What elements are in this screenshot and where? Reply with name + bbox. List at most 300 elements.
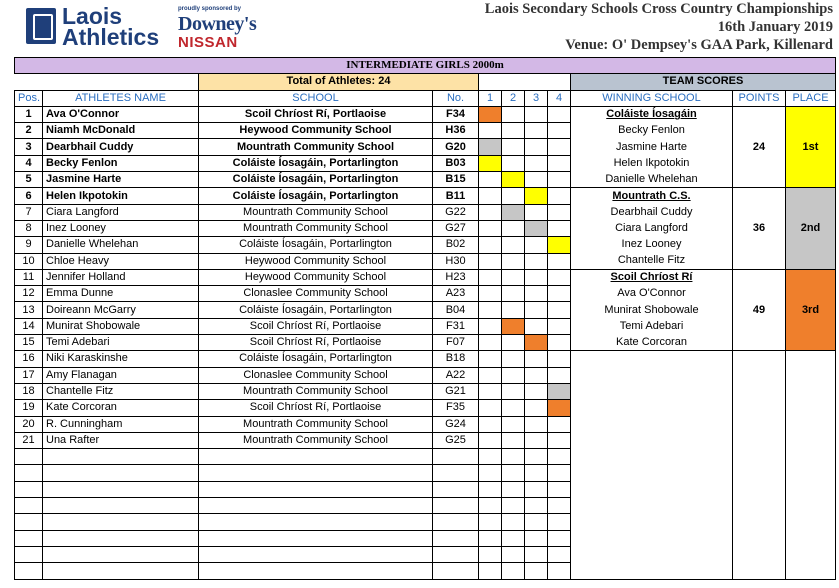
laois-crest-icon: [26, 8, 56, 44]
row-athlete: Jennifer Holland: [43, 269, 199, 285]
scorer-cell-4: [548, 155, 571, 171]
scorer-cell-3: [525, 546, 548, 562]
team-member: Temi Adebari: [571, 318, 733, 334]
scorer-cell-2: [502, 286, 525, 302]
scorer-cell-1: [479, 400, 502, 416]
scorer-cell-1: [479, 449, 502, 465]
row-pos: [15, 563, 43, 579]
row-athlete: [43, 530, 199, 546]
row-athlete: [43, 546, 199, 562]
scorer-cell-3: [525, 302, 548, 318]
row-athlete: Chloe Heavy: [43, 253, 199, 269]
row-pos: [15, 514, 43, 530]
team-empty: [571, 481, 733, 497]
row-athlete: Dearbhail Cuddy: [43, 139, 199, 155]
scorer-cell-4: [548, 383, 571, 399]
scorer-cell-4: [548, 367, 571, 383]
col-no: No.: [433, 90, 479, 106]
scorer-cell-2: [502, 383, 525, 399]
team-empty: [571, 432, 733, 448]
row-number: G27: [433, 220, 479, 236]
scorer-cell-3: [525, 335, 548, 351]
table-row: [15, 106, 836, 122]
scorer-cell-1: [479, 498, 502, 514]
team-points: 49: [733, 269, 786, 350]
scorer-cell-2: [502, 237, 525, 253]
row-school: Clonaslee Community School: [199, 286, 433, 302]
team-member: Ciara Langford: [571, 220, 733, 236]
row-number: H36: [433, 123, 479, 139]
team-member: Danielle Whelehan: [571, 172, 733, 188]
row-athlete: Danielle Whelehan: [43, 237, 199, 253]
scorer-cell-3: [525, 155, 548, 171]
points-empty: [733, 383, 786, 399]
scorer-cell-1: [479, 432, 502, 448]
row-athlete: Niki Karaskinshe: [43, 351, 199, 367]
scorer-cell-4: [548, 335, 571, 351]
sponsor-name: Downey's: [178, 13, 257, 35]
event-title: Laois Secondary Schools Cross Country Championships: [484, 1, 833, 17]
empty-row: [15, 481, 836, 497]
scorer-cell-1: [479, 220, 502, 236]
sponsor-tagline: proudly sponsored by: [178, 6, 242, 12]
scorer-cell-1: [479, 465, 502, 481]
empty-row: [15, 563, 836, 579]
row-number: B18: [433, 351, 479, 367]
row-pos: 17: [15, 367, 43, 383]
row-athlete: Temi Adebari: [43, 335, 199, 351]
row-athlete: Chantelle Fitz: [43, 383, 199, 399]
scorer-cell-3: [525, 400, 548, 416]
table-row: [15, 302, 836, 318]
scorer-cell-1: [479, 367, 502, 383]
scorer-cell-1: [479, 546, 502, 562]
scorer-cell-2: [502, 139, 525, 155]
scorer-cell-4: [548, 400, 571, 416]
scorer-cell-2: [502, 367, 525, 383]
col-scorer-2: 2: [502, 90, 525, 106]
team-points: 36: [733, 188, 786, 269]
row-athlete: [43, 498, 199, 514]
team-member: Jasmine Harte: [571, 139, 733, 155]
scorer-cell-4: [548, 498, 571, 514]
row-school: Coláiste Íosagáin, Portarlington: [199, 237, 433, 253]
row-pos: 13: [15, 302, 43, 318]
team-member: Inez Looney: [571, 237, 733, 253]
row-athlete: [43, 465, 199, 481]
scorer-cell-1: [479, 188, 502, 204]
scorer-cell-1: [479, 237, 502, 253]
scorer-cell-3: [525, 188, 548, 204]
sponsor-brand: NISSAN: [178, 34, 238, 51]
team-member: Kate Corcoran: [571, 335, 733, 351]
scorer-cell-2: [502, 400, 525, 416]
row-pos: 5: [15, 172, 43, 188]
scorer-cell-1: [479, 563, 502, 579]
row-pos: [15, 465, 43, 481]
row-number: G21: [433, 383, 479, 399]
scorer-cell-4: [548, 188, 571, 204]
scorer-cell-3: [525, 351, 548, 367]
scorer-cell-2: [502, 416, 525, 432]
scorer-cell-2: [502, 563, 525, 579]
row-athlete: Emma Dunne: [43, 286, 199, 302]
points-empty: [733, 530, 786, 546]
scorer-cell-3: [525, 449, 548, 465]
place-empty: [786, 546, 836, 562]
points-empty: [733, 514, 786, 530]
table-row: [15, 253, 836, 269]
row-number: G20: [433, 139, 479, 155]
row-number: B11: [433, 188, 479, 204]
scorer-cell-3: [525, 106, 548, 122]
points-empty: [733, 498, 786, 514]
scorer-cell-1: [479, 335, 502, 351]
empty-row: [15, 449, 836, 465]
team-empty: [571, 400, 733, 416]
row-school: Coláiste Íosagáin, Portarlington: [199, 172, 433, 188]
scorer-cell-3: [525, 172, 548, 188]
row-pos: 18: [15, 383, 43, 399]
scorer-cell-4: [548, 204, 571, 220]
row-athlete: Helen Ikpotokin: [43, 188, 199, 204]
row-pos: [15, 530, 43, 546]
scorer-cell-3: [525, 465, 548, 481]
table-row: [15, 237, 836, 253]
row-pos: 10: [15, 253, 43, 269]
table-row: [15, 155, 836, 171]
row-athlete: Becky Fenlon: [43, 155, 199, 171]
scorer-cell-4: [548, 514, 571, 530]
row-number: [433, 449, 479, 465]
row-pos: 16: [15, 351, 43, 367]
empty-row: [15, 498, 836, 514]
row-school: Coláiste Íosagáin, Portarlington: [199, 155, 433, 171]
row-pos: [15, 498, 43, 514]
empty-row: [15, 546, 836, 562]
scorer-cell-3: [525, 318, 548, 334]
team-empty: [571, 546, 733, 562]
row-pos: 14: [15, 318, 43, 334]
row-athlete: Ava O'Connor: [43, 106, 199, 122]
place-empty: [786, 416, 836, 432]
scorer-cell-3: [525, 286, 548, 302]
row-school: Coláiste Íosagáin, Portarlington: [199, 351, 433, 367]
row-pos: [15, 449, 43, 465]
team-name: Mountrath C.S.: [571, 188, 733, 204]
scorer-cell-1: [479, 416, 502, 432]
scorer-cell-2: [502, 302, 525, 318]
row-school: Scoil Chríost Rí, Portlaoise: [199, 318, 433, 334]
empty-row: [15, 465, 836, 481]
table-row: [15, 400, 836, 416]
scorer-cell-4: [548, 530, 571, 546]
row-school: [199, 498, 433, 514]
column-header-row: [15, 90, 836, 106]
scorer-cell-3: [525, 204, 548, 220]
scorer-cell-2: [502, 123, 525, 139]
scorer-cell-1: [479, 269, 502, 285]
row-athlete: Amy Flanagan: [43, 367, 199, 383]
scorer-cell-1: [479, 302, 502, 318]
scorer-cell-2: [502, 546, 525, 562]
row-number: F31: [433, 318, 479, 334]
team-member: Becky Fenlon: [571, 123, 733, 139]
col-place: PLACE: [786, 90, 836, 106]
row-pos: 6: [15, 188, 43, 204]
table-row: [15, 139, 836, 155]
scorer-cell-1: [479, 106, 502, 122]
team-empty: [571, 351, 733, 367]
col-points: POINTS: [733, 90, 786, 106]
team-scores-heading: TEAM SCORES: [571, 74, 836, 90]
team-place: 1st: [786, 106, 836, 187]
table-row: [15, 269, 836, 285]
scorer-cell-3: [525, 563, 548, 579]
row-school: Heywood Community School: [199, 253, 433, 269]
table-row: [15, 286, 836, 302]
row-school: [199, 465, 433, 481]
points-empty: [733, 432, 786, 448]
scorer-cell-3: [525, 269, 548, 285]
scorer-cell-2: [502, 514, 525, 530]
logo-line-2: Athletics: [62, 24, 160, 50]
row-pos: 7: [15, 204, 43, 220]
row-athlete: [43, 449, 199, 465]
scorer-cell-2: [502, 269, 525, 285]
results-table: [14, 57, 836, 580]
scorer-cell-3: [525, 416, 548, 432]
scorer-cell-1: [479, 253, 502, 269]
row-number: G24: [433, 416, 479, 432]
points-empty: [733, 546, 786, 562]
team-name: Scoil Chríost Rí: [571, 269, 733, 285]
team-place: 2nd: [786, 188, 836, 269]
event-venue: Venue: O' Dempsey's GAA Park, Killenard: [565, 37, 833, 53]
row-school: [199, 530, 433, 546]
team-member: Dearbhail Cuddy: [571, 204, 733, 220]
table-row: [15, 123, 836, 139]
row-athlete: Kate Corcoran: [43, 400, 199, 416]
scorer-cell-4: [548, 351, 571, 367]
scorer-cell-3: [525, 530, 548, 546]
table-row: [15, 335, 836, 351]
points-empty: [733, 481, 786, 497]
team-name: Coláiste Íosagáin: [571, 106, 733, 122]
row-school: [199, 449, 433, 465]
table-row: [15, 367, 836, 383]
row-pos: [15, 481, 43, 497]
row-number: [433, 514, 479, 530]
scorer-cell-4: [548, 220, 571, 236]
scorer-cell-4: [548, 172, 571, 188]
row-athlete: Una Rafter: [43, 432, 199, 448]
scorer-cell-4: [548, 302, 571, 318]
col-scorer-3: 3: [525, 90, 548, 106]
points-empty: [733, 367, 786, 383]
scorer-cell-2: [502, 498, 525, 514]
row-number: G22: [433, 204, 479, 220]
sponsor-logo: [178, 6, 268, 51]
row-number: [433, 530, 479, 546]
table-row: [15, 432, 836, 448]
place-empty: [786, 563, 836, 579]
row-athlete: [43, 481, 199, 497]
scorer-cell-3: [525, 367, 548, 383]
total-athletes: Total of Athletes: 24: [199, 74, 479, 90]
row-pos: 12: [15, 286, 43, 302]
row-athlete: Inez Looney: [43, 220, 199, 236]
row-athlete: Doireann McGarry: [43, 302, 199, 318]
row-number: [433, 498, 479, 514]
team-member: Helen Ikpotokin: [571, 155, 733, 171]
row-pos: 11: [15, 269, 43, 285]
row-number: B04: [433, 302, 479, 318]
row-school: Heywood Community School: [199, 269, 433, 285]
row-number: [433, 481, 479, 497]
scorer-cell-3: [525, 220, 548, 236]
table-row: [15, 416, 836, 432]
scorer-cell-1: [479, 139, 502, 155]
scorer-cell-4: [548, 449, 571, 465]
scorer-cell-2: [502, 530, 525, 546]
scorer-cell-1: [479, 204, 502, 220]
row-number: [433, 546, 479, 562]
row-school: [199, 546, 433, 562]
scorer-cell-2: [502, 253, 525, 269]
scorer-cell-4: [548, 123, 571, 139]
team-empty: [571, 449, 733, 465]
scorer-cell-1: [479, 123, 502, 139]
row-number: [433, 465, 479, 481]
table-row: [15, 318, 836, 334]
team-empty: [571, 465, 733, 481]
scorer-cell-4: [548, 546, 571, 562]
row-school: Mountrath Community School: [199, 383, 433, 399]
scorer-cell-2: [502, 155, 525, 171]
row-pos: 8: [15, 220, 43, 236]
empty-row: [15, 530, 836, 546]
event-info: [485, 0, 833, 54]
scorer-cell-4: [548, 286, 571, 302]
row-athlete: R. Cunningham: [43, 416, 199, 432]
team-empty: [571, 498, 733, 514]
row-school: [199, 481, 433, 497]
scorer-cell-2: [502, 204, 525, 220]
row-athlete: [43, 563, 199, 579]
row-athlete: Niamh McDonald: [43, 123, 199, 139]
row-school: Mountrath Community School: [199, 432, 433, 448]
col-pos: Pos.: [15, 90, 43, 106]
row-number: A22: [433, 367, 479, 383]
scorer-cell-2: [502, 465, 525, 481]
scorer-cell-1: [479, 155, 502, 171]
place-empty: [786, 449, 836, 465]
scorer-cell-1: [479, 172, 502, 188]
row-school: Coláiste Íosagáin, Portarlington: [199, 188, 433, 204]
row-pos: 3: [15, 139, 43, 155]
row-number: B03: [433, 155, 479, 171]
row-number: [433, 563, 479, 579]
row-pos: 21: [15, 432, 43, 448]
points-empty: [733, 563, 786, 579]
points-empty: [733, 449, 786, 465]
row-number: F35: [433, 400, 479, 416]
place-empty: [786, 465, 836, 481]
team-points: 24: [733, 106, 786, 187]
scorer-cell-1: [479, 351, 502, 367]
row-school: Clonaslee Community School: [199, 367, 433, 383]
team-empty: [571, 383, 733, 399]
place-empty: [786, 498, 836, 514]
row-school: [199, 563, 433, 579]
row-athlete: Jasmine Harte: [43, 172, 199, 188]
table-row: [15, 204, 836, 220]
scorer-cell-2: [502, 481, 525, 497]
scorer-cell-2: [502, 188, 525, 204]
col-scorer-1: 1: [479, 90, 502, 106]
scorer-cell-4: [548, 269, 571, 285]
scorer-cell-3: [525, 498, 548, 514]
scorer-cell-3: [525, 432, 548, 448]
scorer-cell-3: [525, 514, 548, 530]
row-athlete: Munirat Shobowale: [43, 318, 199, 334]
table-row: [15, 383, 836, 399]
scorer-cell-2: [502, 351, 525, 367]
scorer-cell-4: [548, 432, 571, 448]
team-member: Ava O'Connor: [571, 286, 733, 302]
row-pos: 1: [15, 106, 43, 122]
place-empty: [786, 514, 836, 530]
scorer-cell-4: [548, 253, 571, 269]
scorer-cell-2: [502, 432, 525, 448]
row-number: B15: [433, 172, 479, 188]
team-empty: [571, 530, 733, 546]
team-empty: [571, 514, 733, 530]
col-athlete: ATHLETES NAME: [43, 90, 199, 106]
scorer-cell-3: [525, 237, 548, 253]
row-number: H30: [433, 253, 479, 269]
scorer-cell-2: [502, 449, 525, 465]
row-pos: 15: [15, 335, 43, 351]
row-athlete: [43, 514, 199, 530]
scorer-cell-4: [548, 106, 571, 122]
team-empty: [571, 416, 733, 432]
place-empty: [786, 530, 836, 546]
row-pos: 4: [15, 155, 43, 171]
row-school: [199, 514, 433, 530]
event-date: 16th January 2019: [717, 19, 833, 35]
row-school: Scoil Chríost Rí, Portlaoise: [199, 400, 433, 416]
scorer-cell-4: [548, 481, 571, 497]
place-empty: [786, 481, 836, 497]
scorer-cell-4: [548, 237, 571, 253]
team-member: Munirat Shobowale: [571, 302, 733, 318]
row-school: Mountrath Community School: [199, 416, 433, 432]
place-empty: [786, 383, 836, 399]
empty-row: [15, 514, 836, 530]
scorer-cell-1: [479, 286, 502, 302]
row-number: B02: [433, 237, 479, 253]
row-school: Coláiste Íosagáin, Portarlington: [199, 302, 433, 318]
row-athlete: Ciara Langford: [43, 204, 199, 220]
row-number: F07: [433, 335, 479, 351]
col-scorer-4: 4: [548, 90, 571, 106]
scorer-cell-2: [502, 220, 525, 236]
scorer-cell-4: [548, 465, 571, 481]
row-pos: 19: [15, 400, 43, 416]
scorer-cell-3: [525, 123, 548, 139]
